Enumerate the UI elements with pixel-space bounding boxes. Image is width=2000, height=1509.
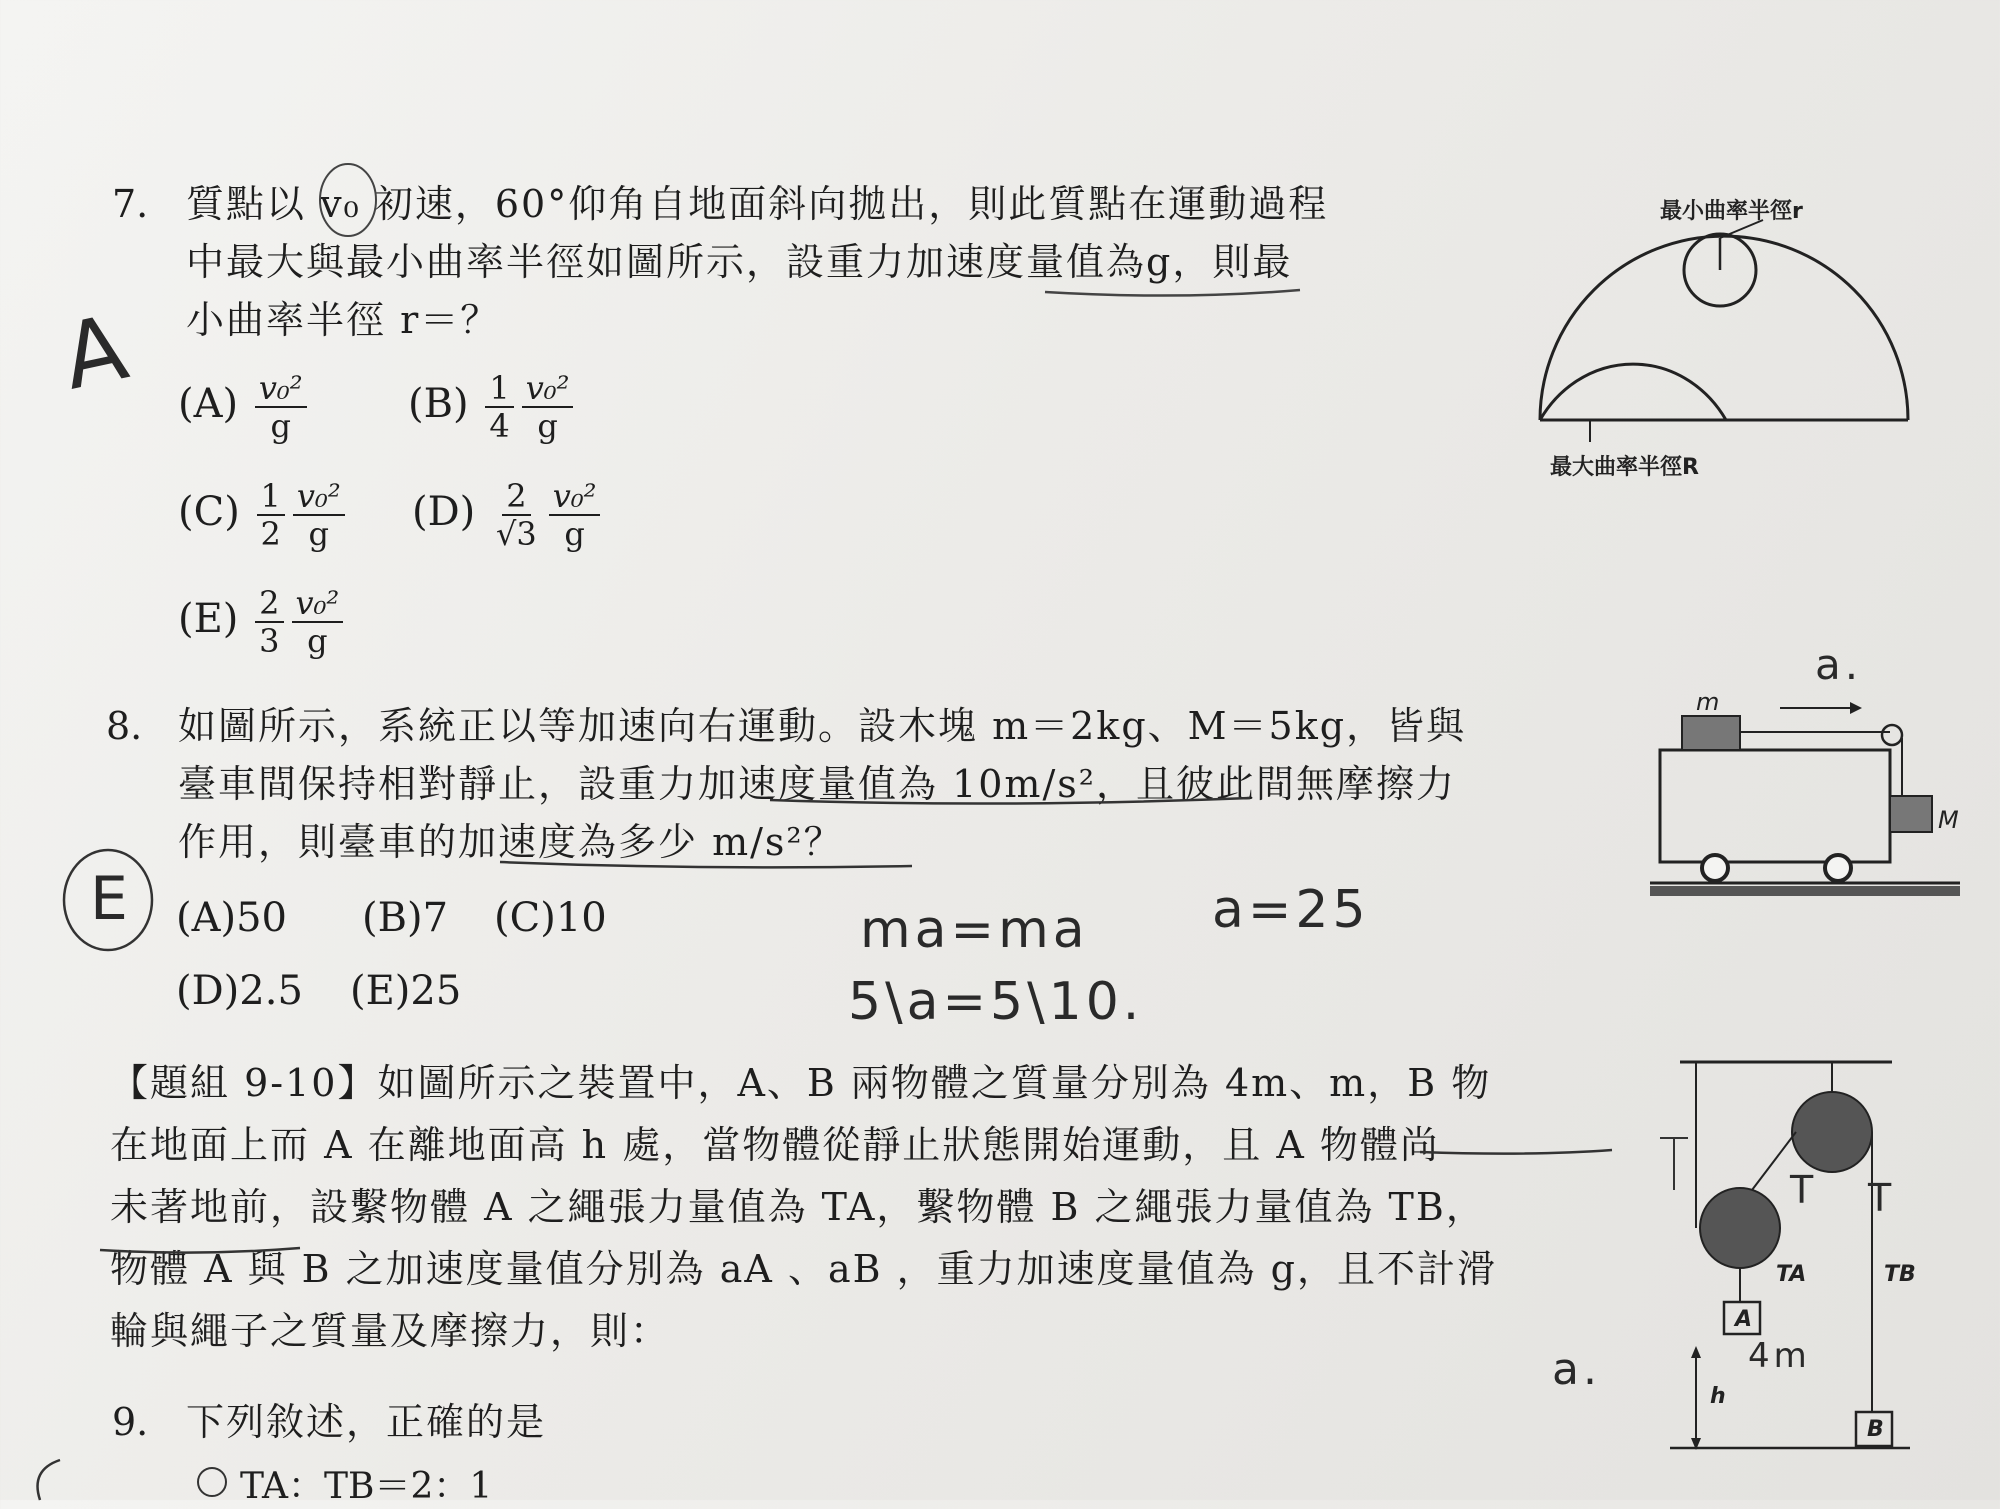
q8-line-2: 臺車間保持相對靜止，設重力加速度量值為 10m/s²，且彼此間無摩擦力 bbox=[178, 762, 1457, 806]
q7-handwritten-mark: A bbox=[53, 294, 140, 411]
coef-num: 1 bbox=[485, 370, 513, 408]
margin-mark bbox=[38, 1460, 61, 1500]
numerator: v₀² bbox=[292, 585, 344, 623]
q9-option-1: TA：TB＝2：1 bbox=[240, 1466, 493, 1507]
handwritten-accel-label: a. bbox=[1815, 640, 1863, 689]
coef-num: 2 bbox=[255, 585, 283, 623]
q8-number: 8. bbox=[106, 704, 143, 748]
tension-A-label: TA bbox=[1776, 1262, 1807, 1287]
option-label: (D) bbox=[412, 489, 476, 535]
option-label: (E) bbox=[178, 596, 239, 642]
group-line-1: 【題組 9-10】如圖所示之裝置中，A、B 兩物體之質量分別為 4m、m，B 物 bbox=[110, 1061, 1492, 1105]
numerator: v₀² bbox=[255, 370, 307, 408]
handwritten-a-label: a. bbox=[1552, 1344, 1601, 1395]
q8-option-c: (C)10 bbox=[494, 895, 607, 941]
numerator: v₀² bbox=[293, 478, 345, 516]
group-line-5: 輪與繩子之質量及摩擦力，則： bbox=[110, 1309, 671, 1353]
q8-option-e: (E)25 bbox=[350, 968, 462, 1014]
denominator: g bbox=[308, 515, 330, 553]
denominator: g bbox=[564, 515, 585, 553]
handwritten-equation-3: 5\a=5\10. bbox=[848, 972, 1144, 1032]
group-line-2: 在地面上而 A 在離地面高 h 處，當物體從靜止狀態開始運動，且 A 物體尚 bbox=[110, 1123, 1440, 1167]
coef-den: 4 bbox=[489, 407, 510, 445]
height-label: h bbox=[1710, 1384, 1726, 1409]
handwritten-4m-label: 4m bbox=[1748, 1336, 1811, 1376]
q7-line-3: 小曲率半徑 r＝？ bbox=[186, 298, 501, 342]
q8-option-b: (B)7 bbox=[362, 895, 449, 941]
numerator: v₀² bbox=[549, 478, 601, 516]
denominator: g bbox=[537, 407, 558, 445]
option-label: (A) bbox=[178, 381, 239, 427]
q8-option-a: (A)50 bbox=[176, 895, 287, 941]
handwritten-T-mid: T bbox=[1790, 1168, 1818, 1212]
q7-number: 7. bbox=[112, 182, 149, 226]
q8-line-3: 作用，則臺車的加速度為多少 m/s²？ bbox=[178, 820, 844, 864]
q7-line-2: 中最大與最小曲率半徑如圖所示，設重力加速度量值為g，則最 bbox=[186, 240, 1293, 284]
option-label: (B) bbox=[408, 381, 469, 427]
coef-den: 3 bbox=[259, 622, 280, 660]
min-radius-label: 最小曲率半徑r bbox=[1660, 199, 1803, 224]
tension-B-label: TB bbox=[1884, 1262, 1916, 1287]
handwritten-equation-2: a=25 bbox=[1212, 880, 1370, 940]
coef-num: 2 bbox=[502, 478, 530, 516]
option-label: (C) bbox=[178, 489, 240, 535]
q9-number: 9. bbox=[112, 1400, 149, 1444]
group-line-4: 物體 A 與 B 之加速度量值分別為 aA 、aB ，重力加速度量值為 g，且不計滑 bbox=[110, 1247, 1498, 1291]
q8-handwritten-answer: E bbox=[90, 864, 132, 934]
block-m-label: m bbox=[1696, 688, 1720, 716]
q8-line-1: 如圖所示，系統正以等加速向右運動。設木塊 m＝2kg、M＝5kg，皆與 bbox=[178, 704, 1467, 748]
denominator: g bbox=[270, 407, 291, 445]
option-number-circle bbox=[198, 1468, 226, 1496]
block-B-label: B bbox=[1867, 1417, 1884, 1442]
coef-den: 2 bbox=[260, 515, 281, 553]
block-A-label: A bbox=[1735, 1307, 1753, 1332]
numerator: v₀² bbox=[522, 370, 574, 408]
group-line-3: 未著地前，設繫物體 A 之繩張力量值為 TA，繫物體 B 之繩張力量值為 TB， bbox=[110, 1185, 1486, 1229]
q7-line-1: 質點以 v₀ 初速，60°仰角自地面斜向拋出，則此質點在運動過程 bbox=[186, 182, 1329, 226]
max-radius-label: 最大曲率半徑R bbox=[1550, 455, 1699, 480]
handwritten-T-right: T bbox=[1868, 1176, 1896, 1220]
denominator: g bbox=[307, 622, 328, 660]
coef-den: √3 bbox=[496, 515, 537, 553]
q9-stem: 下列敘述，正確的是 bbox=[186, 1400, 547, 1444]
coef-num: 1 bbox=[257, 478, 285, 516]
q8-option-d: (D)2.5 bbox=[176, 968, 303, 1014]
block-M-label: M bbox=[1938, 806, 1959, 834]
handwritten-equation-1: ma=ma bbox=[860, 900, 1089, 960]
